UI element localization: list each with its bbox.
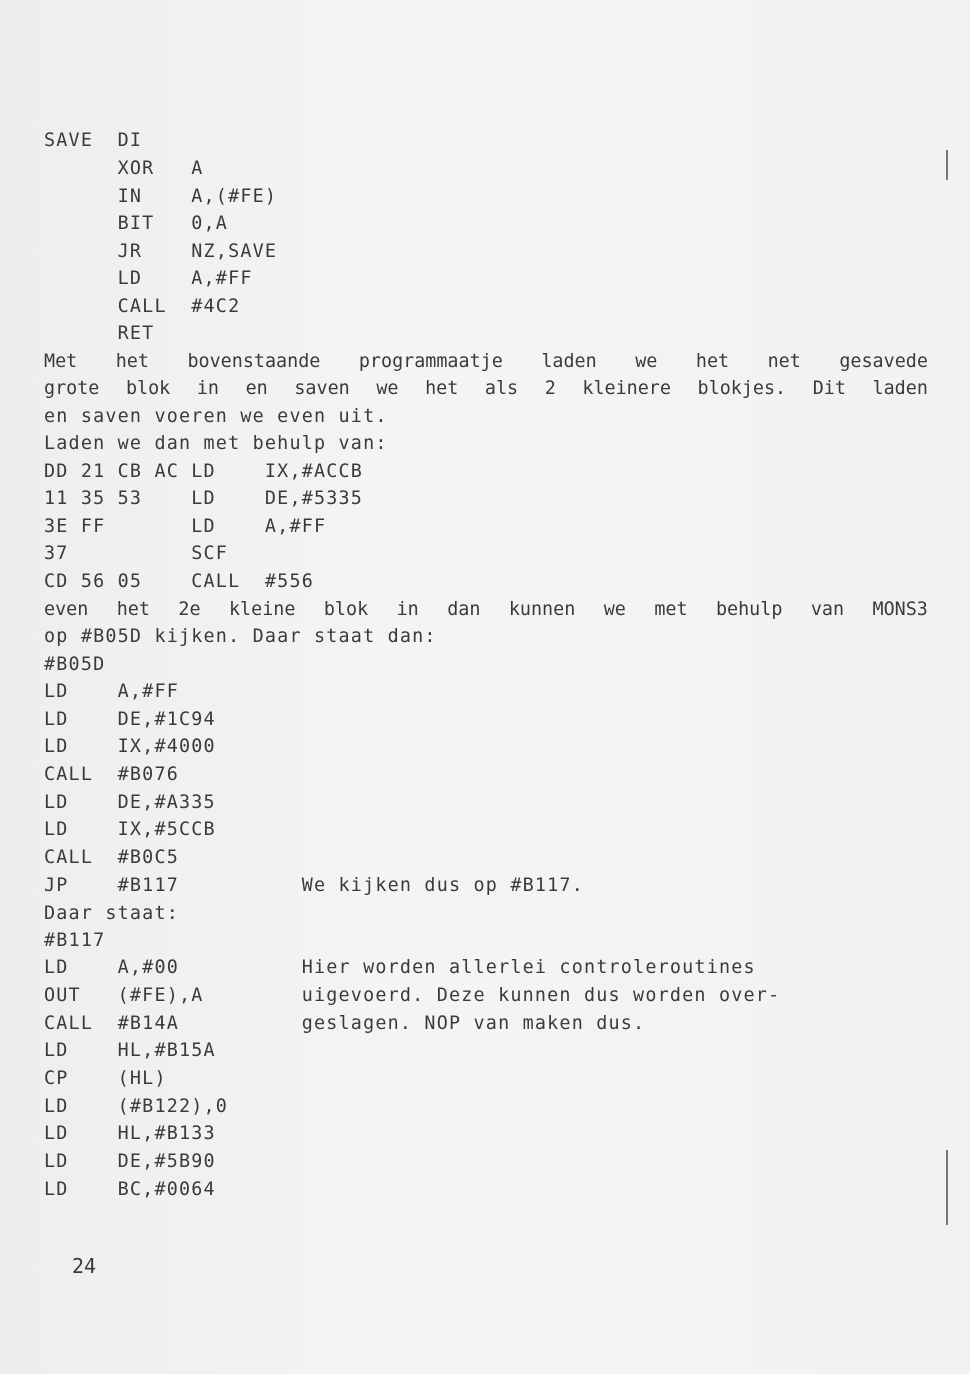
paragraph-line: op #B05D kijken. Daar staat dan: bbox=[44, 626, 437, 647]
code-line: SAVE DI bbox=[44, 130, 143, 151]
code-line: BIT 0,A bbox=[44, 213, 229, 234]
code-line: RET bbox=[44, 323, 155, 344]
word: laden bbox=[872, 378, 928, 399]
word: we bbox=[376, 378, 399, 399]
word: in bbox=[196, 378, 220, 399]
code-line: LD IX,#5CCB bbox=[44, 819, 216, 840]
code-line: LD IX,#4000 bbox=[44, 736, 216, 757]
word: blok bbox=[125, 378, 171, 399]
paragraph-line bbox=[44, 379, 928, 399]
code-line: LD BC,#0064 bbox=[44, 1179, 216, 1200]
code-line: IN A,(#FE) bbox=[44, 186, 278, 207]
code-line: XOR A bbox=[44, 158, 204, 179]
word: Dit bbox=[812, 378, 846, 399]
code-line: CALL #B0C5 bbox=[44, 847, 179, 868]
word: van bbox=[810, 599, 845, 620]
code-line: 3E FF LD A,#FF bbox=[44, 516, 327, 537]
word: kunnen bbox=[508, 599, 576, 620]
word: saven bbox=[294, 378, 350, 399]
code-line: JR NZ,SAVE bbox=[44, 241, 278, 262]
code-line: CALL #B14A geslagen. NOP van maken dus. bbox=[44, 1013, 646, 1034]
word: 2 bbox=[544, 378, 556, 399]
address-label: #B117 bbox=[44, 930, 106, 951]
code-line: DD 21 CB AC LD IX,#ACCB bbox=[44, 461, 364, 482]
page-edge-mark bbox=[946, 1150, 948, 1225]
paragraph-line bbox=[44, 352, 928, 372]
code-line: LD (#B122),0 bbox=[44, 1096, 229, 1117]
code-line: LD DE,#1C94 bbox=[44, 709, 216, 730]
word: kleine bbox=[228, 599, 296, 620]
word: blok bbox=[323, 599, 369, 620]
word: even bbox=[44, 599, 89, 620]
word: het bbox=[425, 378, 459, 399]
code-line: LD A,#FF bbox=[44, 681, 179, 702]
word: met bbox=[654, 599, 688, 620]
code-line: OUT (#FE),A uigevoerd. Deze kunnen dus worden over- bbox=[44, 985, 781, 1006]
word: 2e bbox=[178, 599, 201, 620]
paragraph-line bbox=[44, 600, 928, 620]
code-line: LD HL,#B133 bbox=[44, 1123, 216, 1144]
code-line: JP #B117 We kijken dus op #B117. bbox=[44, 875, 584, 896]
code-line: CD 56 05 CALL #556 bbox=[44, 571, 314, 592]
code-line: CALL #B076 bbox=[44, 764, 179, 785]
word: kleinere bbox=[582, 378, 671, 399]
word: grote bbox=[44, 378, 100, 399]
word: het bbox=[115, 351, 149, 372]
code-line: CALL #4C2 bbox=[44, 296, 241, 317]
code-line: LD DE,#5B90 bbox=[44, 1151, 216, 1172]
word: dan bbox=[447, 599, 481, 620]
word: in bbox=[396, 599, 419, 620]
address-label: #B05D bbox=[44, 654, 106, 675]
paragraph-line: Daar staat: bbox=[44, 903, 179, 924]
word: we bbox=[635, 351, 658, 372]
code-line: LD DE,#A335 bbox=[44, 792, 216, 813]
code-line: 37 SCF bbox=[44, 543, 229, 564]
word: MONS3 bbox=[872, 599, 928, 620]
page-edge-mark bbox=[946, 150, 948, 180]
code-line: 11 35 53 LD DE,#5335 bbox=[44, 488, 364, 509]
word: Met bbox=[44, 351, 78, 372]
word: we bbox=[603, 599, 626, 620]
word: laden bbox=[541, 351, 597, 372]
word: het bbox=[116, 599, 150, 620]
code-line: LD A,#00 Hier worden allerlei controleroutines bbox=[44, 957, 756, 978]
word: net bbox=[767, 351, 801, 372]
word: bovenstaande bbox=[187, 351, 321, 372]
word: gesavede bbox=[839, 351, 928, 372]
code-line: LD A,#FF bbox=[44, 268, 253, 289]
code-line: CP (HL) bbox=[44, 1068, 167, 1089]
word: en bbox=[245, 378, 268, 399]
word: programmaatje bbox=[358, 351, 503, 372]
code-line: LD HL,#B15A bbox=[44, 1040, 216, 1061]
word: het bbox=[695, 351, 730, 372]
word: blokjes. bbox=[697, 378, 787, 399]
paragraph-line: Laden we dan met behulp van: bbox=[44, 433, 388, 454]
word: behulp bbox=[715, 599, 783, 620]
page-number: 24 bbox=[72, 1254, 97, 1278]
word: als bbox=[484, 378, 519, 399]
paragraph-line: en saven voeren we even uit. bbox=[44, 406, 388, 427]
